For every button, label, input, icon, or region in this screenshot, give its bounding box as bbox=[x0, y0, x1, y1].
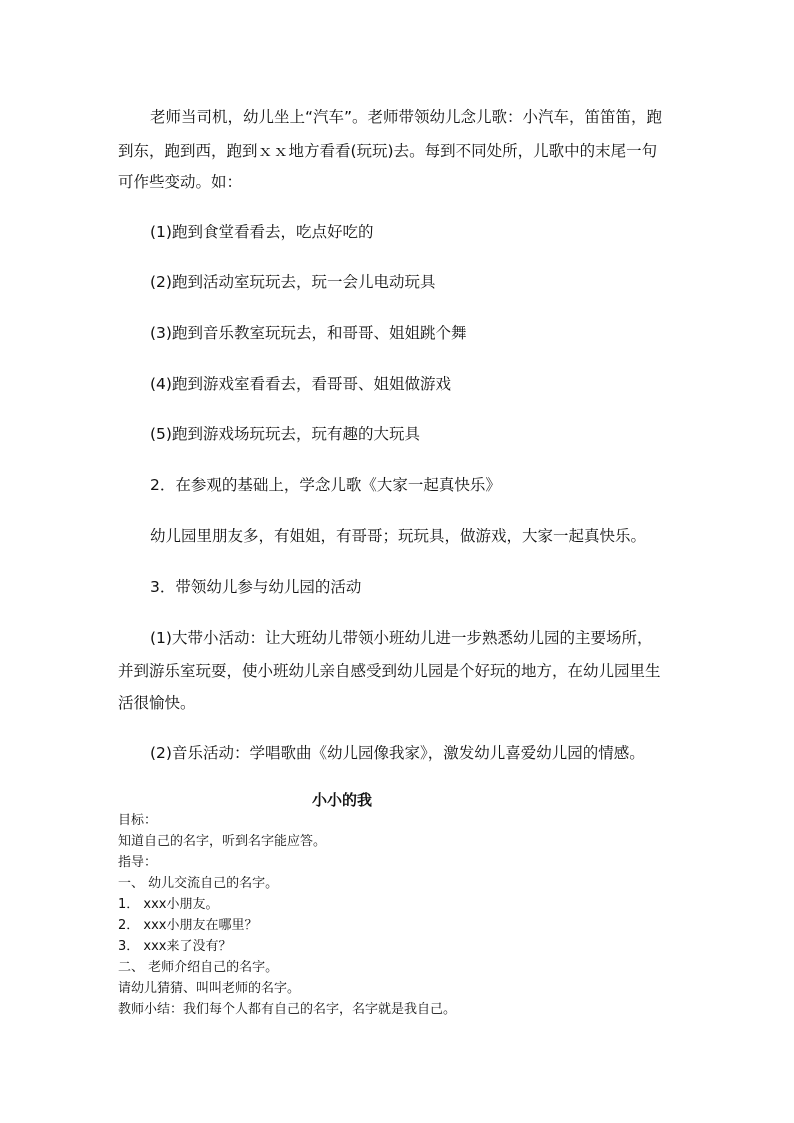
list-item: (2)跑到活动室玩玩去，玩一会儿电动玩具 bbox=[150, 273, 436, 291]
text-line: 3． xxx来了没有？ bbox=[118, 939, 232, 954]
activity-line: 活很愉快。 bbox=[118, 694, 196, 712]
section-title: 小小的我 bbox=[312, 791, 373, 809]
activity-2-text: (2)音乐活动：学唱歌曲《幼儿园像我家》，激发幼儿喜爱幼儿园的情感。 bbox=[150, 744, 645, 762]
text-line: 知道自己的名字，听到名字能应答。 bbox=[118, 834, 327, 849]
text-line: 二、 老师介绍自己的名字。 bbox=[118, 960, 279, 975]
song-text: 幼儿园里朋友多，有姐姐，有哥哥；玩玩具，做游戏，大家一起真快乐。 bbox=[150, 527, 647, 545]
list-item: (4)跑到游戏室看看去，看哥哥、姐姐做游戏 bbox=[150, 375, 451, 393]
text-line: 2． xxx小朋友在哪里？ bbox=[118, 918, 258, 933]
list-item: (1)跑到食堂看看去，吃点好吃的 bbox=[150, 223, 374, 241]
text-line: 指导： bbox=[118, 855, 158, 870]
intro-line: 可作些变动。如： bbox=[118, 173, 243, 191]
intro-line: 到东，跑到西，跑到ｘｘ地方看看(玩玩)去。每到不同处所，儿歌中的末尾一句 bbox=[118, 142, 658, 160]
text-line: 一、 幼儿交流自己的名字。 bbox=[118, 876, 279, 891]
activity-line: (1)大带小活动：让大班幼儿带领小班幼儿进一步熟悉幼儿园的主要场所， bbox=[150, 629, 653, 647]
intro-line: 老师当司机，幼儿坐上“汽车”。老师带领幼儿念儿歌：小汽车，笛笛笛，跑 bbox=[150, 108, 663, 126]
text-line: 1． xxx小朋友。 bbox=[118, 897, 219, 912]
step-3-heading: 3．带领幼儿参与幼儿园的活动 bbox=[150, 578, 362, 596]
list-item: (5)跑到游戏场玩玩去，玩有趣的大玩具 bbox=[150, 425, 420, 443]
activity-line: 并到游乐室玩耍，使小班幼儿亲自感受到幼儿园是个好玩的地方，在幼儿园里生 bbox=[118, 662, 661, 680]
step-2-heading: 2．在参观的基础上，学念儿歌《大家一起真快乐》 bbox=[150, 476, 501, 494]
text-line: 请幼儿猜猜、叫叫老师的名字。 bbox=[118, 981, 301, 996]
list-item: (3)跑到音乐教室玩玩去，和哥哥、姐姐跳个舞 bbox=[150, 324, 467, 342]
text-line: 教师小结：我们每个人都有自己的名字，名字就是我自己。 bbox=[118, 1002, 457, 1017]
text-line: 目标： bbox=[118, 813, 158, 828]
